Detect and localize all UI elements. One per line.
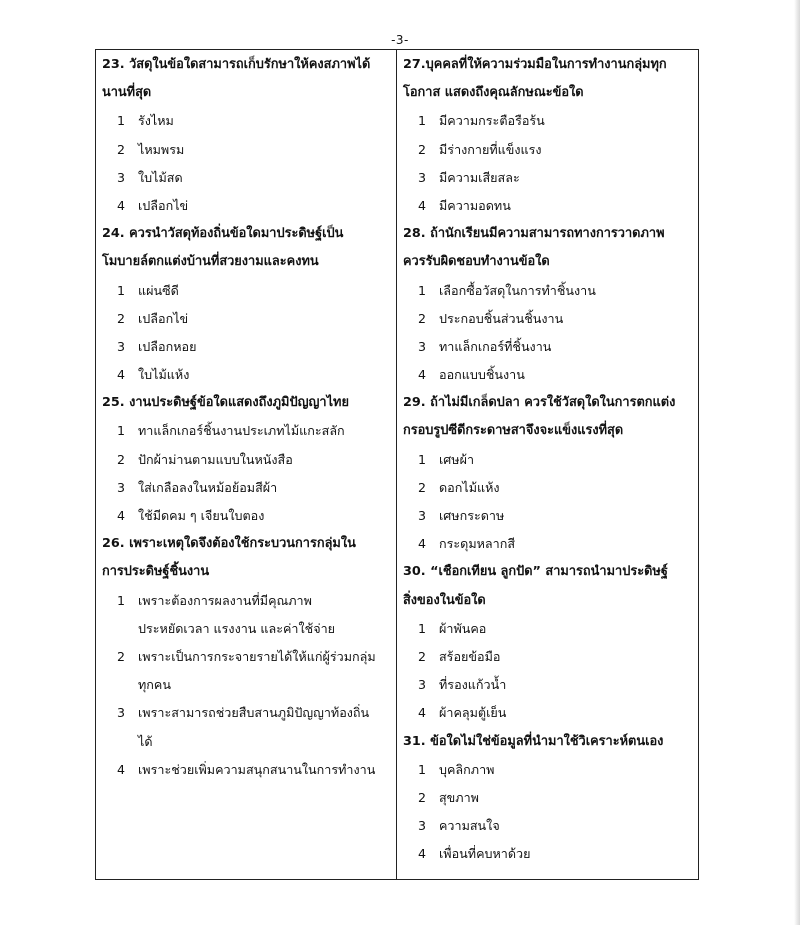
option-number: 1	[418, 451, 427, 467]
option-number: 3	[117, 338, 126, 354]
option-text: ทาแล็กเกอร์ชิ้นงานประเภทไม้แกะสลัก	[138, 423, 345, 439]
answer-option	[403, 530, 695, 558]
option-number: 1	[117, 423, 126, 439]
option-text: มีความเสียสละ	[439, 169, 520, 185]
question-text: 25. งานประดิษฐ์ข้อใดแสดงถึงภูมิปัญญาไทย	[102, 395, 349, 411]
answer-option	[403, 107, 695, 135]
option-text: ใช้มีดคม ๆ เจียนใบตอง	[138, 508, 265, 523]
option-number: 4	[418, 197, 427, 213]
option-text: ใบไม้แห้ง	[138, 367, 190, 383]
option-number: 2	[418, 141, 427, 157]
answer-option	[403, 164, 695, 192]
answer-option	[403, 840, 695, 868]
answer-option	[403, 756, 695, 784]
option-text: ประกอบชิ้นส่วนชิ้นงาน	[439, 310, 564, 326]
option-text: ไหมพรม	[138, 141, 185, 157]
option-number: 1	[117, 282, 126, 298]
option-number: 2	[117, 648, 126, 664]
answer-option	[403, 136, 695, 164]
question-text: 26. เพราะเหตุใดจึงต้องใช้กระบวนการกลุ่มใน	[102, 536, 356, 552]
answer-option	[403, 502, 695, 530]
option-number: 3	[418, 508, 427, 523]
option-text: ทาแล็กเกอร์ที่ชิ้นงาน	[439, 338, 552, 354]
option-text: บุคลิกภาพ	[439, 761, 495, 777]
option-text: เพราะต้องการผลงานที่มีคุณภาพ	[138, 592, 312, 608]
answer-option	[102, 192, 392, 220]
right-column	[403, 51, 695, 868]
option-number: 3	[418, 677, 427, 693]
question-text: 29. ถ้าไม่มีเกล็ดปลา ควรใช้วัสดุใดในการตกแต่ง	[403, 395, 676, 411]
question-text: 24. ควรนำวัสดุท้องถิ่นข้อใดมาประดิษฐ์เป็น	[102, 226, 344, 242]
answer-option	[102, 361, 392, 389]
answer-option	[102, 502, 392, 530]
answer-option	[102, 136, 392, 164]
option-number: 3	[117, 479, 126, 495]
answer-option	[102, 756, 392, 784]
option-text: รังไหม	[138, 113, 174, 129]
option-number: 2	[418, 310, 427, 326]
option-text: เลือกซื้อวัสดุในการทำชิ้นงาน	[439, 282, 596, 298]
option-text: ผ้าพันคอ	[439, 620, 487, 636]
answer-option	[102, 417, 392, 445]
option-text: ที่รองแก้วน้ำ	[439, 677, 507, 693]
left-column	[102, 51, 392, 784]
option-text: เศษผ้า	[439, 451, 475, 467]
option-text: ดอกไม้แห้ง	[439, 479, 500, 495]
page-number: -3-	[391, 33, 409, 47]
option-continuation: ทุกคน	[138, 677, 171, 693]
column-divider	[396, 49, 397, 880]
option-number: 4	[117, 367, 126, 383]
option-number: 3	[418, 169, 427, 185]
option-text: เพื่อนที่คบหาด้วย	[439, 846, 531, 862]
option-number: 2	[418, 789, 427, 805]
answer-option	[403, 474, 695, 502]
answer-option	[403, 277, 695, 305]
option-text: สร้อยข้อมือ	[439, 648, 501, 664]
option-continuation: ประหยัดเวลา แรงงาน และค่าใช้จ่าย	[138, 620, 336, 636]
answer-option	[403, 305, 695, 333]
option-number: 2	[418, 479, 427, 495]
answer-option	[403, 333, 695, 361]
option-text: สุขภาพ	[439, 789, 479, 805]
option-text: เปลือกหอย	[138, 338, 197, 354]
question-text: 28. ถ้านักเรียนมีความสามารถทางการวาดภาพ	[403, 226, 665, 242]
option-text: เปลือกไข่	[138, 197, 189, 213]
question-text: 27.บุคคลที่ให้ความร่วมมือในการทำงานกลุ่มทุก	[403, 57, 667, 72]
answer-option	[102, 446, 392, 474]
option-number: 4	[117, 508, 126, 523]
question-text: ควรรับผิดชอบทำงานข้อใด	[403, 254, 550, 270]
answer-option	[403, 643, 695, 671]
question-text: นานที่สุด	[102, 85, 152, 101]
question-text: 30. “เชือกเทียน ลูกปัด” สามารถนำมาประดิษฐ์	[403, 564, 668, 580]
answer-option	[102, 643, 392, 671]
option-number: 1	[418, 113, 427, 129]
option-number: 4	[117, 197, 126, 213]
answer-option	[102, 277, 392, 305]
option-number: 3	[418, 818, 427, 834]
answer-option	[403, 615, 695, 643]
option-text: ผ้าคลุมตู้เย็น	[439, 705, 507, 721]
answer-option	[102, 587, 392, 615]
option-number: 3	[117, 705, 126, 721]
option-text: เพราะสามารถช่วยสืบสานภูมิปัญญาท้องถิ่น	[138, 705, 370, 721]
answer-option	[102, 699, 392, 727]
answer-option	[403, 784, 695, 812]
option-text: แผ่นซีดี	[138, 282, 179, 298]
page-edge-shadow	[794, 0, 800, 925]
option-text: มีร่างกายที่แข็งแรง	[439, 141, 542, 157]
option-text: เปลือกไข่	[138, 310, 189, 326]
option-number: 1	[117, 113, 126, 129]
option-number: 3	[418, 338, 427, 354]
option-text: ความสนใจ	[439, 818, 500, 834]
option-text: กระดุมหลากสี	[439, 536, 516, 552]
answer-option	[403, 192, 695, 220]
option-text: ใบไม้สด	[138, 169, 183, 185]
option-continuation: ได้	[138, 733, 153, 749]
question-text: 31. ข้อใดไม่ใช่ข้อมูลที่นำมาใช้วิเคราะห์ตนเอง	[403, 733, 664, 749]
answer-option	[102, 333, 392, 361]
option-text: ออกแบบชิ้นงาน	[439, 367, 525, 383]
option-text: เพราะเป็นการกระจายรายได้ให้แก่ผู้ร่วมกลุ่ม	[138, 648, 376, 664]
option-number: 4	[117, 761, 126, 777]
answer-option	[102, 164, 392, 192]
option-number: 2	[117, 451, 126, 467]
question-text: สิ่งของในข้อใด	[403, 592, 486, 608]
option-number: 4	[418, 705, 427, 721]
question-text: การประดิษฐ์ชิ้นงาน	[102, 564, 210, 580]
answer-option	[102, 305, 392, 333]
answer-option	[403, 812, 695, 840]
option-number: 2	[117, 310, 126, 326]
answer-option	[403, 361, 695, 389]
answer-option	[403, 671, 695, 699]
option-text: ใส่เกลือลงในหม้อย้อมสีผ้า	[138, 479, 278, 495]
option-text: มีความกระตือรือร้น	[439, 113, 545, 129]
answer-option	[403, 446, 695, 474]
question-text: กรอบรูปซีดีกระดาษสาจึงจะแข็งแรงที่สุด	[403, 423, 624, 439]
option-number: 2	[117, 141, 126, 157]
option-number: 2	[418, 648, 427, 664]
answer-option	[102, 107, 392, 135]
option-text: ปักผ้าม่านตามแบบในหนังสือ	[138, 451, 293, 467]
option-number: 1	[418, 282, 427, 298]
question-text: โมบายล์ตกแต่งบ้านที่สวยงามและคงทน	[102, 254, 319, 270]
question-text: 23. วัสดุในข้อใดสามารถเก็บรักษาให้คงสภาพได้	[102, 57, 371, 72]
option-number: 1	[418, 620, 427, 636]
option-number: 1	[418, 761, 427, 777]
option-number: 1	[117, 592, 126, 608]
option-number: 4	[418, 536, 427, 552]
answer-option	[102, 474, 392, 502]
question-text: โอกาส แสดงถึงคุณลักษณะข้อใด	[403, 85, 584, 101]
option-text: เพราะช่วยเพิ่มความสนุกสนานในการทำงาน	[138, 761, 376, 777]
option-number: 4	[418, 846, 427, 862]
answer-option	[403, 699, 695, 727]
option-number: 3	[117, 169, 126, 185]
option-text: เศษกระดาษ	[439, 508, 505, 523]
option-number: 4	[418, 367, 427, 383]
option-text: มีความอดทน	[439, 197, 511, 213]
